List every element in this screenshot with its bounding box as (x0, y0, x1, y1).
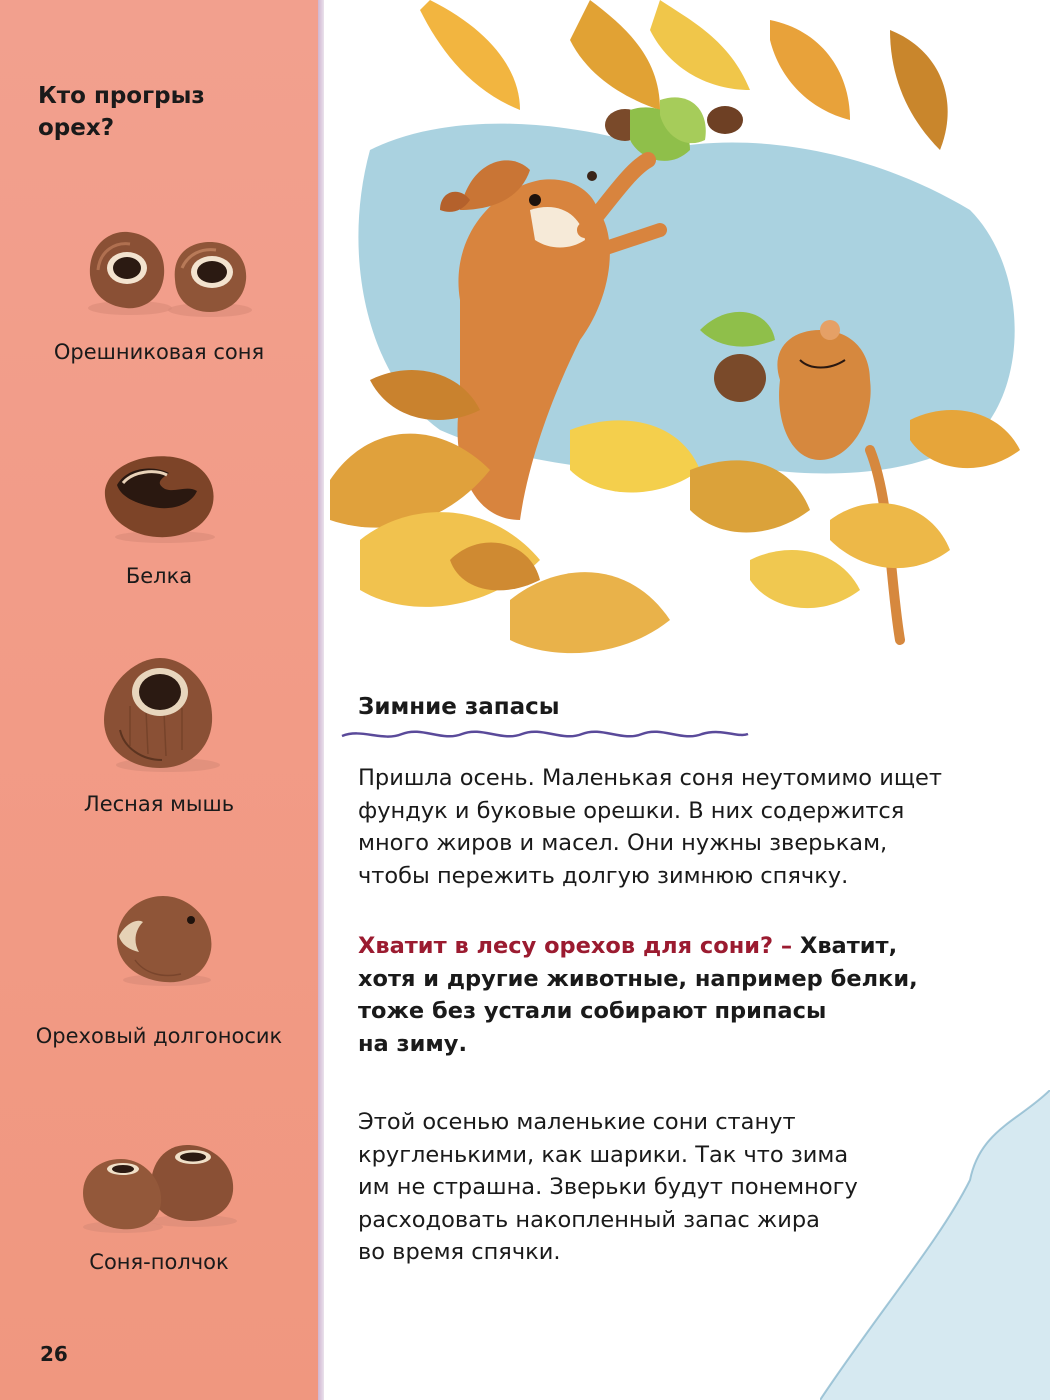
nut-label: Соня-полчок (89, 1250, 229, 1274)
sidebar-title-line: орех? (38, 115, 115, 141)
section-title: Зимние запасы (358, 694, 560, 720)
text-line: чтобы пережить долгую зимнюю спячку. (358, 862, 849, 889)
gnawed-nut-icon (75, 1135, 245, 1235)
text-line: на зиму. (358, 1030, 468, 1057)
sidebar-edge-divider (318, 0, 324, 1400)
wavy-underline (340, 724, 750, 746)
nut-label: Ореховый долгоносик (35, 1024, 283, 1048)
text-line: тоже без устали собирают припасы (358, 998, 827, 1024)
split-nut-icon (95, 445, 225, 545)
nut-label: Лесная мышь (83, 792, 235, 816)
text-line: Пришла осень. Маленькая соня неутомимо ищет (358, 765, 942, 791)
nut-label: Орешниковая соня (53, 340, 265, 364)
question-highlight: Хватит в лесу орехов для сони? – (358, 933, 793, 959)
nut-label: Белка (125, 564, 193, 588)
text-line: много жиров и масел. Они нужны зверькам, (358, 830, 888, 856)
text-line: во время спячки. (358, 1239, 561, 1265)
paragraph-question (358, 930, 998, 1060)
text-line: фундук и буковые орешки. В них содержится (358, 797, 905, 824)
text-line: хотя и другие животные, например белки, (358, 965, 918, 992)
gnawed-nut-icon (70, 220, 280, 320)
text-line: им не страшна. Зверьки будут понемногу (358, 1174, 858, 1200)
paragraph-closing (358, 1106, 998, 1269)
paragraph-intro (358, 762, 998, 892)
gnawed-nut-icon (90, 650, 230, 775)
page-number: 26 (40, 1342, 68, 1366)
nut-with-hole-icon (105, 890, 225, 990)
squirrel-dormouse-illustration (330, 0, 1050, 670)
text-line: Этой осенью маленькие сони станут (358, 1109, 796, 1135)
sidebar-title (38, 80, 288, 144)
text-line: расходовать накопленный запас жира (358, 1206, 820, 1233)
text-line (358, 930, 998, 963)
sidebar-title-line: Кто прогрыз (38, 83, 205, 109)
text-line: кругленькими, как шарики. Так что зима (358, 1141, 849, 1168)
answer-text: Хватит, (792, 933, 898, 959)
